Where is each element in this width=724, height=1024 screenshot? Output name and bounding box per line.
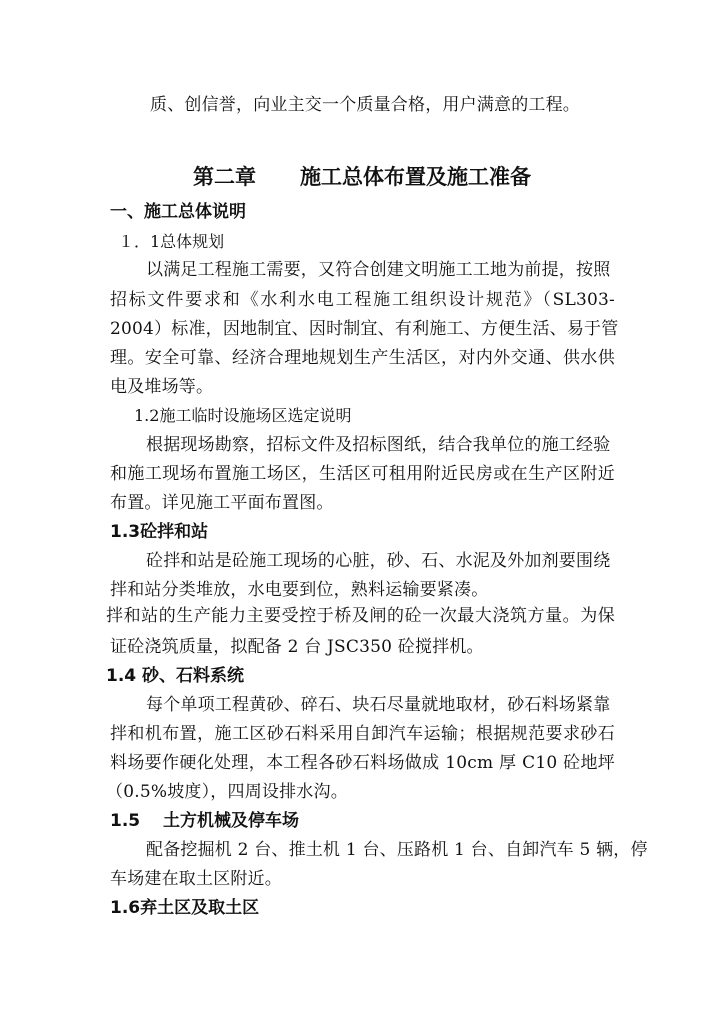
subsection-heading: 1.2施工临时设施场区选定说明 <box>134 406 352 425</box>
subsection-heading: １．1总体规划 <box>118 232 225 251</box>
paragraph-line: 招标文件要求和《水利水电工程施工组织设计规范》（SL303- <box>110 290 615 310</box>
paragraph-line: 布置。详见施工平面布置图。 <box>110 493 334 513</box>
chapter-name: 施工总体布置及施工准备 <box>300 165 531 189</box>
chapter-title <box>0 163 724 191</box>
paragraph-line: 配备挖掘机 2 台、推土机 1 台、压路机 1 台、自卸汽车 5 辆，停 <box>146 840 648 860</box>
paragraph-line: 拌和机布置，施工区砂石料采用自卸汽车运输；根据规范要求砂石 <box>110 724 615 744</box>
chapter-number: 第二章 <box>193 165 256 189</box>
paragraph-line: 拌和站分类堆放，水电要到位，熟料运输要紧凑。 <box>110 580 489 600</box>
paragraph-line: 拌和站的生产能力主要受控于桥及闸的砼一次最大浇筑方量。为保 <box>106 606 615 626</box>
subsection-heading: 1.4 砂、石料系统 <box>106 666 245 686</box>
paragraph-line: （0.5%坡度），四周设排水沟。 <box>106 782 348 802</box>
paragraph-line: 车场建在取土区附近。 <box>110 869 282 889</box>
paragraph-line: 2004）标准，因地制宜、因时制宜、有利施工、方便生活、易于管 <box>110 319 619 339</box>
section-heading: 一、施工总体说明 <box>110 202 246 222</box>
paragraph-line: 电及堆场等。 <box>110 377 214 397</box>
subsection-heading: 1.6弃土区及取土区 <box>110 898 260 918</box>
paragraph-line: 理。安全可靠、经济合理地规划生产生活区，对内外交通、供水供 <box>110 348 615 368</box>
paragraph-line: 证砼浇筑质量，拟配备 2 台 JSC350 砼搅拌机。 <box>110 637 484 657</box>
paragraph-line: 和施工现场布置施工场区，生活区可租用附近民房或在生产区附近 <box>110 464 615 484</box>
intro-line: 质、创信誉，向业主交一个质量合格，用户满意的工程。 <box>150 95 580 115</box>
paragraph-line: 料场要作硬化处理，本工程各砂石料场做成 10cm 厚 C10 砼地坪 <box>110 753 615 773</box>
subsection-heading: 1.5 土方机械及停车场 <box>110 811 300 831</box>
paragraph-line: 每个单项工程黄砂、碎石、块石尽量就地取材，砂石料场紧靠 <box>146 695 611 715</box>
paragraph-line: 以满足工程施工需要，又符合创建文明施工工地为前提，按照 <box>146 260 611 280</box>
paragraph-line: 砼拌和站是砼施工现场的心脏，砂、石、水泥及外加剂要围绕 <box>146 551 611 571</box>
subsection-heading: 1.3砼拌和站 <box>110 522 209 542</box>
paragraph-line: 根据现场勘察，招标文件及招标图纸，结合我单位的施工经验 <box>146 435 611 455</box>
